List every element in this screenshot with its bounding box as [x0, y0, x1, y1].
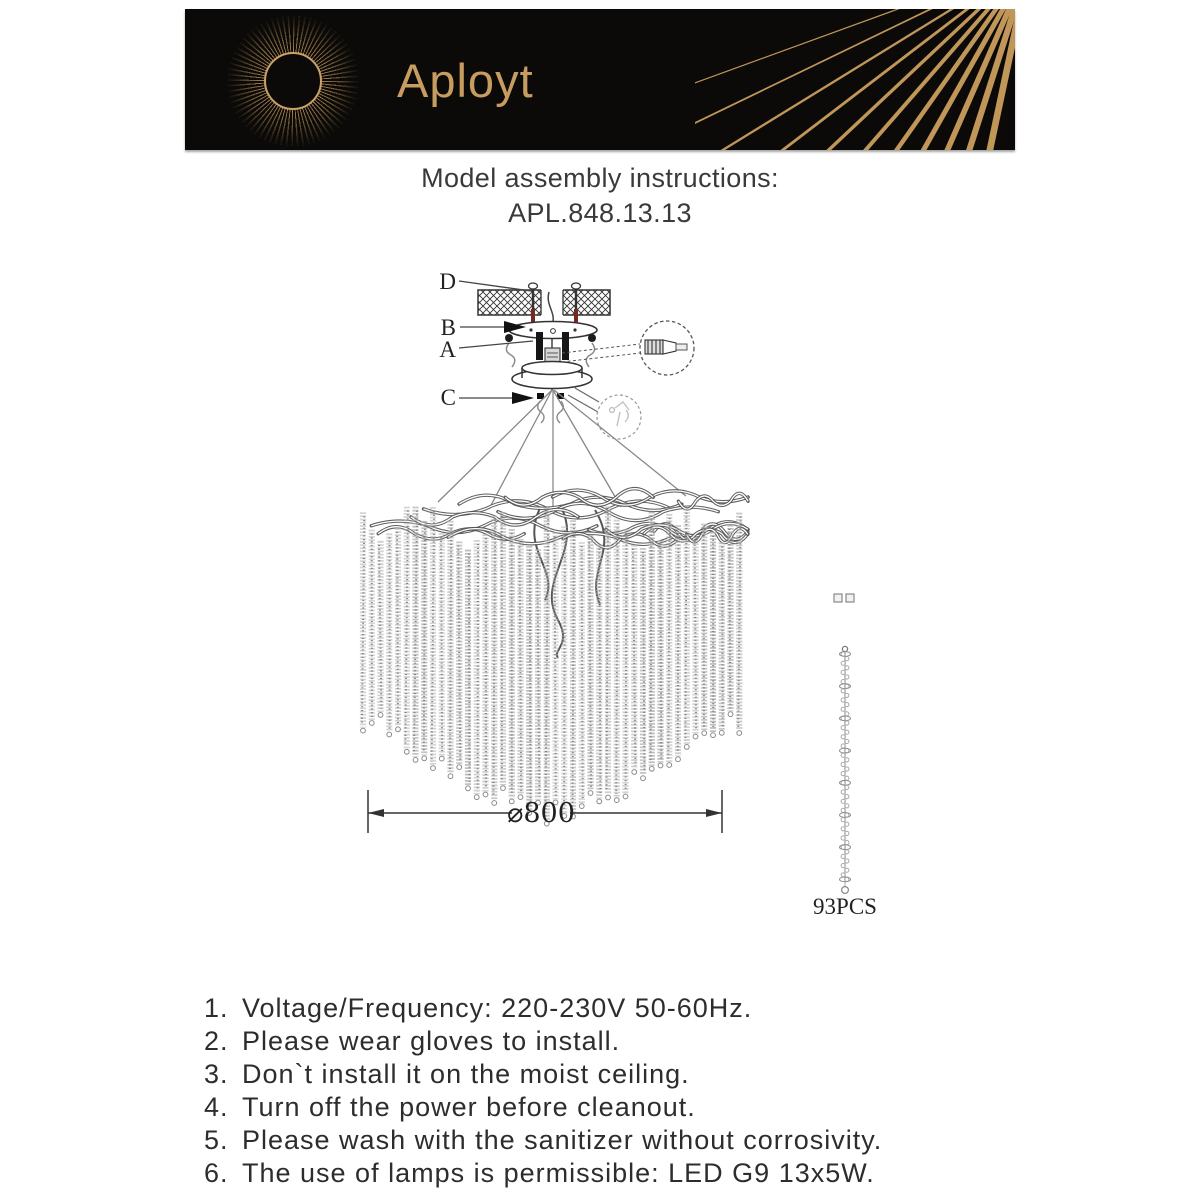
item-number: 5.	[204, 1125, 229, 1155]
list-item	[204, 992, 1064, 1025]
title-block	[0, 161, 1200, 231]
item-text: Don`t install it on the moist ceiling.	[242, 1059, 690, 1089]
label-c: C	[440, 385, 456, 410]
assembly-diagram	[0, 250, 1200, 990]
item-text: Please wear gloves to install.	[242, 1026, 621, 1056]
item-number: 6.	[204, 1158, 229, 1188]
list-item	[204, 1025, 1064, 1058]
item-text: Please wash with the sanitizer without corrosivity.	[242, 1125, 883, 1155]
label-d: D	[439, 269, 456, 294]
page-title: Model assembly instructions:	[421, 163, 779, 193]
canopy	[512, 362, 592, 424]
brand-banner	[185, 9, 1015, 150]
label-b: B	[440, 315, 456, 340]
list-item	[204, 1058, 1064, 1091]
pieces-count: 93PCS	[813, 894, 877, 919]
sample-strand	[840, 646, 851, 893]
item-number: 3.	[204, 1059, 229, 1089]
item-number: 1.	[204, 993, 229, 1023]
ceiling-mount	[478, 287, 610, 318]
chandelier-branches	[371, 489, 748, 548]
item-text: Turn off the power before cleanout.	[242, 1092, 696, 1122]
hardware-squares	[834, 594, 854, 602]
instructions-list	[204, 992, 1064, 1190]
item-number: 4.	[204, 1092, 229, 1122]
item-text: The use of lamps is permissible: LED G9 13x5W.	[242, 1158, 875, 1188]
decorative-rays	[695, 9, 1015, 150]
list-item	[204, 1091, 1064, 1124]
model-number: APL.848.13.13	[508, 198, 692, 228]
diameter-label: ⌀800	[507, 798, 575, 829]
list-item	[204, 1157, 1064, 1190]
list-item	[204, 1124, 1064, 1157]
item-text: Voltage/Frequency: 220-230V 50-60Hz.	[242, 993, 753, 1023]
crystal-strands	[361, 507, 742, 826]
brand-name: Aployt	[397, 54, 534, 107]
item-number: 2.	[204, 1026, 229, 1056]
wire-connector	[545, 348, 560, 362]
label-a: A	[439, 337, 456, 362]
starburst-core	[264, 52, 322, 110]
